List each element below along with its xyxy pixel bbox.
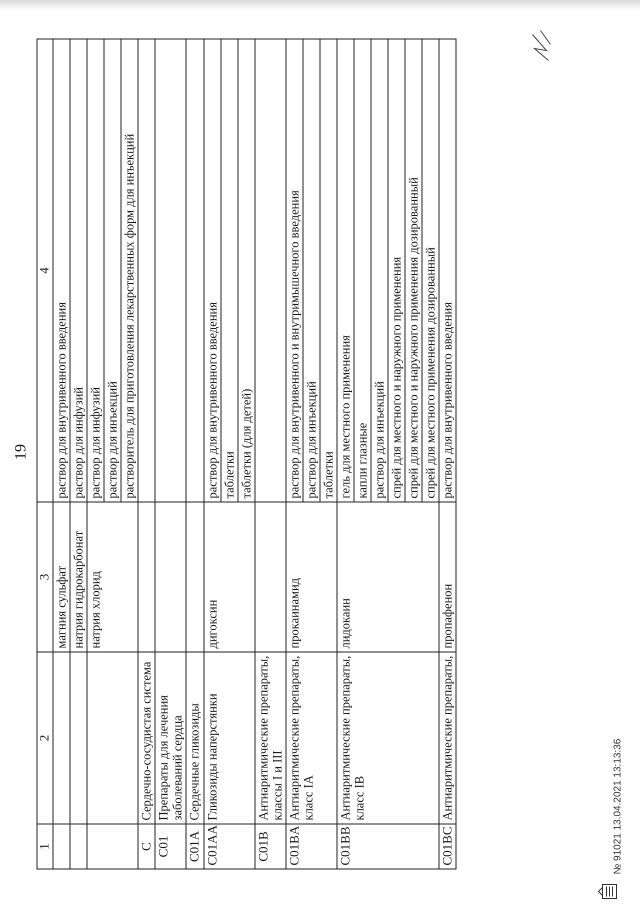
handwritten-mark: [528, 25, 554, 65]
table-row: [203, 39, 220, 869]
drug-cell: прокаинамид: [285, 502, 336, 652]
dosage-form-cell: [155, 39, 186, 502]
group-cell: Гликозиды наперстянки: [203, 652, 254, 824]
drug-cell: натрия гидрокарбонат: [69, 502, 86, 652]
code-cell: C: [137, 824, 155, 869]
dosage-form-cell: раствор для инфузий: [86, 39, 103, 502]
code-cell: C01: [155, 824, 186, 869]
code-cell: C01BA: [285, 824, 336, 869]
column-number: 4: [37, 39, 53, 502]
code-cell: C01B: [254, 824, 285, 869]
dosage-form-cell: [137, 39, 155, 502]
table-row: [155, 39, 186, 869]
group-cell: Антиаритмические препараты, классы I и III: [254, 652, 285, 824]
group-cell: Препараты для лечения заболеваний сердца: [155, 652, 186, 824]
drug-table: [36, 39, 456, 870]
dosage-form-cell: раствор для инфузий: [69, 39, 86, 502]
drug-cell: натрия хлорид: [86, 502, 137, 652]
drug-cell: пропафенон: [438, 502, 456, 652]
table-row: [69, 39, 86, 869]
dosage-form-cell: раствор для внутривенного и внутримышечного введения: [285, 39, 302, 502]
column-number: 1: [37, 824, 53, 869]
code-cell: [52, 824, 69, 869]
column-number: 2: [37, 652, 53, 824]
dosage-form-cell: раствор для инъекций: [302, 39, 319, 502]
registry-logo: [596, 883, 618, 901]
drug-cell: лидокаин: [336, 502, 438, 652]
group-cell: Сердечные гликозиды: [186, 652, 204, 824]
code-cell: C01BC: [438, 824, 456, 869]
dosage-form-cell: таблетки: [319, 39, 336, 502]
page-number: 19: [12, 444, 29, 460]
drug-cell: [137, 502, 155, 652]
group-cell: Антиаритмические препараты, класс IB: [336, 652, 438, 824]
group-cell: [52, 652, 69, 824]
dosage-form-cell: таблетки: [220, 39, 237, 502]
column-number-row: [37, 39, 53, 869]
dosage-form-cell: раствор для инъекций: [370, 39, 387, 502]
dosage-form-cell: спрей для местного применения дозированный: [421, 39, 438, 502]
code-cell: [69, 824, 86, 869]
dosage-form-cell: таблетки (для детей): [237, 39, 254, 502]
dosage-form-cell: раствор для внутривенного введения: [438, 39, 456, 502]
table-row: [336, 39, 353, 869]
dosage-form-cell: гель для местного применения: [336, 39, 353, 502]
table-row: [438, 39, 456, 869]
dosage-form-cell: раствор для внутривенного введения: [203, 39, 220, 502]
drug-cell: [254, 502, 285, 652]
code-cell: C01A: [186, 824, 204, 869]
table-row: [86, 39, 103, 869]
dosage-form-cell: спрей для местного и наружного применения дозированный: [404, 39, 421, 502]
dosage-form-cell: [254, 39, 285, 502]
dosage-form-cell: раствор для инъекций: [103, 39, 120, 502]
group-cell: [86, 652, 137, 824]
column-number: 3: [37, 502, 53, 652]
dosage-form-cell: капли глазные: [353, 39, 370, 502]
drug-cell: магния сульфат: [52, 502, 69, 652]
code-cell: [86, 824, 137, 869]
dosage-form-cell: спрей для местного и наружного применения: [387, 39, 404, 502]
code-cell: C01AA: [203, 824, 254, 869]
group-cell: [69, 652, 86, 824]
group-cell: Антиаритмические препараты, класс IA: [285, 652, 336, 824]
document-stamp: № 91021 13.04.2021 13:13:36: [612, 738, 623, 875]
code-cell: C01BB: [336, 824, 438, 869]
group-cell: Антиаритмические препараты,: [438, 652, 456, 824]
table-row: [52, 39, 69, 869]
dosage-form-cell: [186, 39, 204, 502]
group-cell: Сердечно-сосудистая система: [137, 652, 155, 824]
drug-cell: дигоксин: [203, 502, 254, 652]
dosage-form-cell: растворитель для приготовления лекарственных форм для инъекций: [120, 39, 137, 502]
table-row: [285, 39, 302, 869]
drug-cell: [155, 502, 186, 652]
table-row: [186, 39, 204, 869]
drug-cell: [186, 502, 204, 652]
table-row: [137, 39, 155, 869]
dosage-form-cell: раствор для внутривенного введения: [52, 39, 69, 502]
table-row: [254, 39, 285, 869]
